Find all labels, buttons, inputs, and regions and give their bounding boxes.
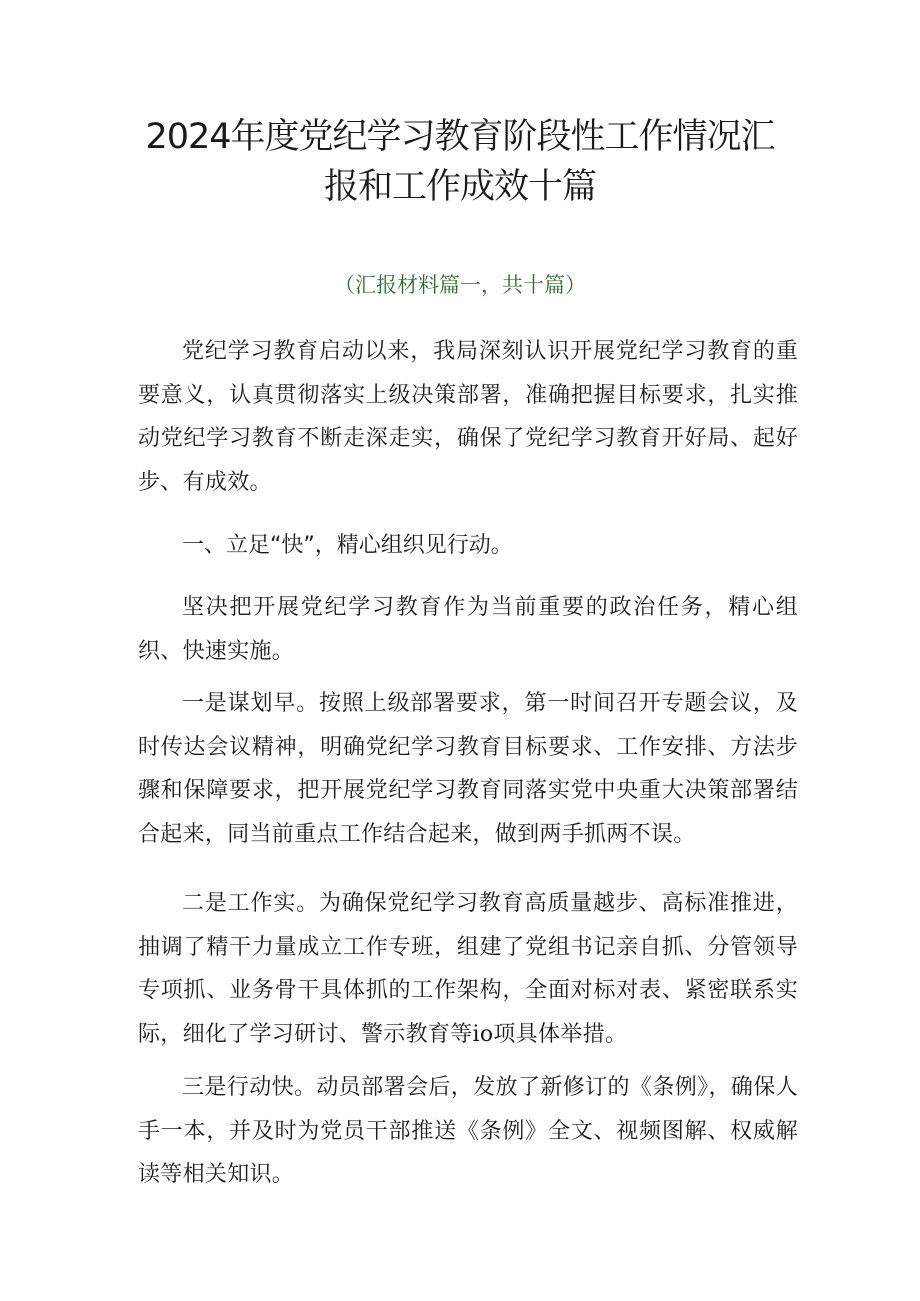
section-heading-1: 一、立足“快”，精心组织见行动。 xyxy=(182,533,513,558)
paragraph-intro: 党纪学习教育启动以来，我局深刻认识开展党纪学习教育的重要意义，认真贯彻落实上级决策部署，准确把握目标要求，扎实推动党纪学习教育不断走深走实，确保了党纪学习教育开好局、起好步、有成效。 xyxy=(138,339,798,495)
paragraph-action-fast: 三是行动快。动员部署会后，发放了新修订的《条例》，确保人手一本，并及时为党员干部推送《条例》全文、视频图解、权威解读等相关知识。 xyxy=(138,1075,798,1187)
document-title xyxy=(120,112,800,212)
title-line-2: 报和工作成效十篇 xyxy=(323,167,596,207)
paragraph-planning-early: 一是谋划早。按照上级部署要求，第一时间召开专题会议，及时传达会议精神，明确党纪学习教育目标要求、工作安排、方法步骤和保障要求，把开展党纪学习教育同落实党中央重大决策部署结合起来，同当前重点工作结合起来，做到两手抓两不误。 xyxy=(138,691,798,847)
paragraph-work-solid: 二是工作实。为确保党纪学习教育高质量越步、高标准推进，抽调了精干力量成立工作专班，组建了党组书记亲自抓、分管领导专项抓、业务骨干具体抓的工作架构，全面对标对表、紧密联系实际，细化了学习研讨、警示教育等io项具体举措。 xyxy=(138,891,798,1047)
document-subtitle: （汇报材料篇一，共十篇） xyxy=(334,273,586,297)
paragraph-section-1-intro: 坚决把开展党纪学习教育作为当前重要的政治任务，精心组织、快速实施。 xyxy=(138,595,798,664)
title-line-1: 2024年度党纪学习教育阶段性工作情况汇 xyxy=(145,117,775,157)
